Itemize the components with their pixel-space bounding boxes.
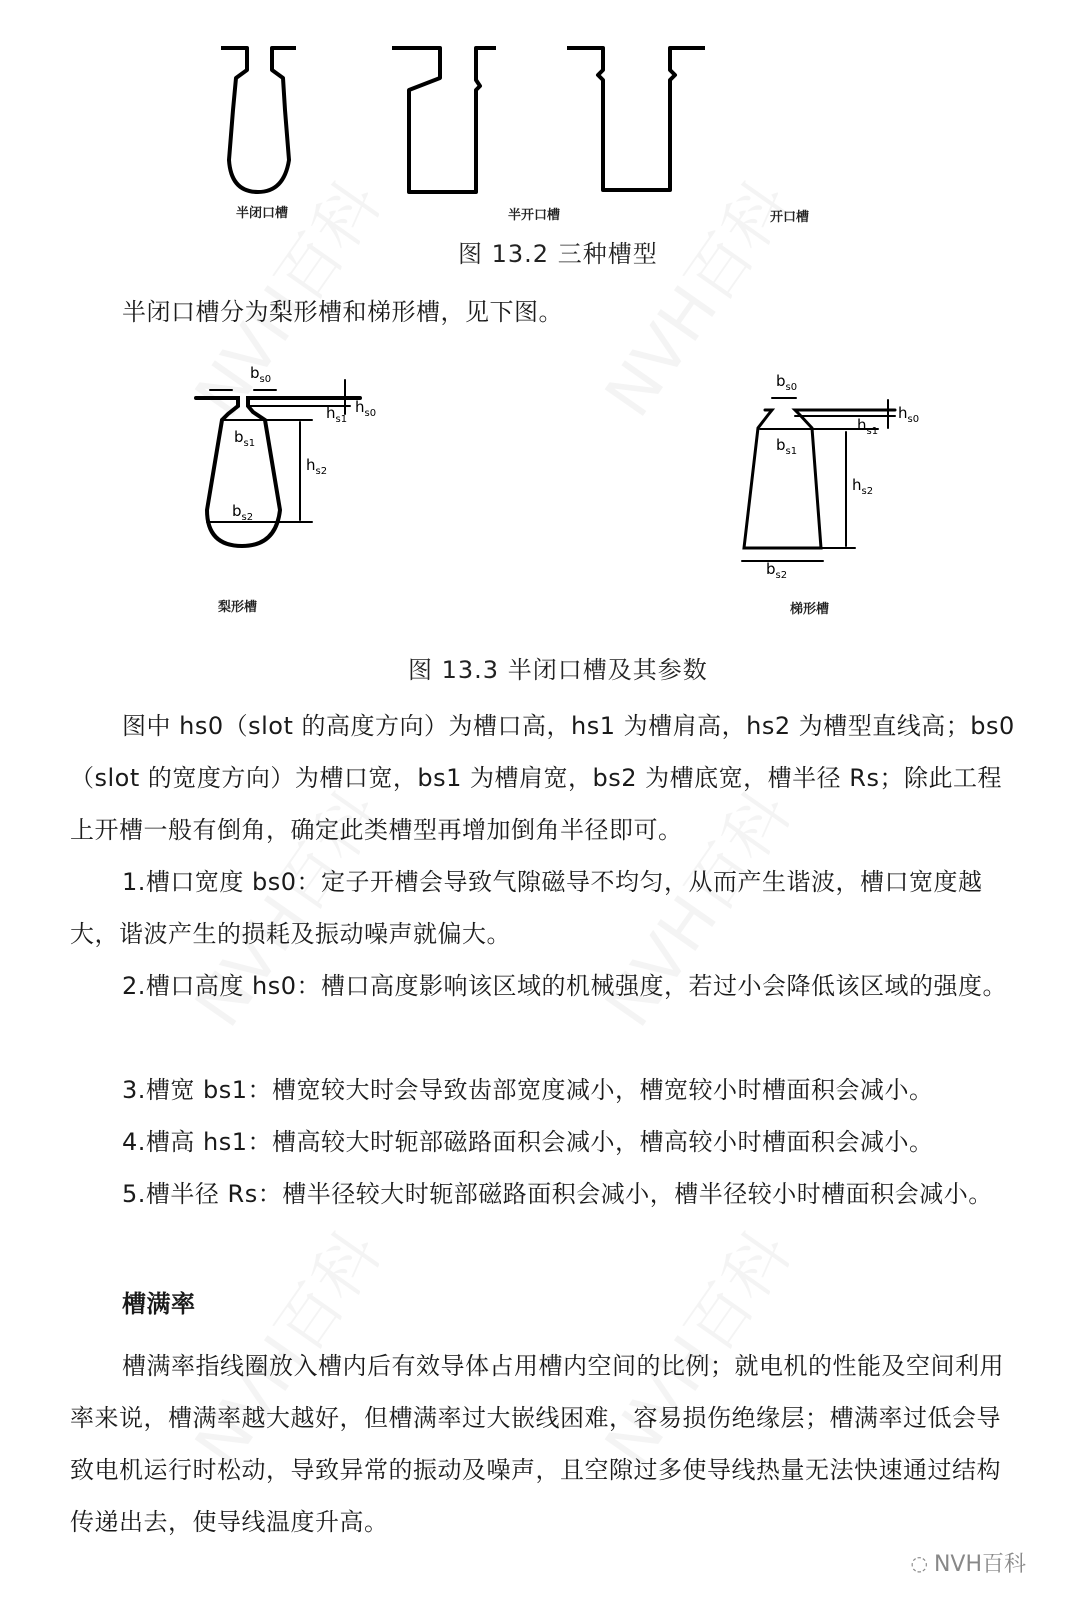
list-item-hs0: 2.槽口高度 hs0：槽口高度影响该区域的机械强度，若过小会降低该区域的强度。 bbox=[122, 972, 1008, 1000]
source-logo bbox=[910, 1547, 1026, 1578]
svg-text:bs2: $b_{s2}$ bbox=[232, 502, 254, 523]
pear-slot-label: 梨形槽 bbox=[218, 600, 258, 615]
figure-13-3-caption: 图 13.3 半闭口槽及其参数 bbox=[408, 656, 708, 684]
list-item-bs0: 1.槽口宽度 bs0：定子开槽会导致气隙磁导不均匀，从而产生谐波，槽口宽度越大，谐波产生的损耗及振动噪声就偏大。 bbox=[70, 868, 983, 948]
semi-closed-slot-parameters-figure bbox=[0, 350, 1080, 630]
svg-text:bs0: $b_{s0}$ bbox=[776, 372, 798, 393]
intro-paragraph: 半闭口槽分为梨形槽和梯形槽，见下图。 bbox=[122, 298, 563, 326]
open-slot-label: 开口槽 bbox=[770, 210, 810, 225]
svg-text:bs1: $b_{s1}$ bbox=[234, 428, 256, 449]
figure-13-2-caption: 图 13.2 三种槽型 bbox=[458, 240, 658, 268]
list-item-bs1: 3.槽宽 bs1：槽宽较大时会导致齿部宽度减小，槽宽较小时槽面积会减小。 bbox=[122, 1076, 934, 1104]
logo-text: NVH百科 bbox=[933, 1552, 1026, 1577]
list-item-hs1: 4.槽高 hs1：槽高较大时轭部磁路面积会减小，槽高较小时槽面积会减小。 bbox=[122, 1128, 934, 1156]
svg-text:hs0: $h_{s0}$ bbox=[355, 398, 377, 419]
svg-text:bs2: $b_{s2}$ bbox=[766, 560, 788, 581]
svg-text:bs1: $b_{s1}$ bbox=[776, 436, 798, 457]
svg-text:hs1: $h_{s1}$ bbox=[326, 404, 348, 425]
semi-open-slot-label: 半开口槽 bbox=[508, 208, 561, 223]
slot-types-figure bbox=[0, 0, 1080, 230]
semi-closed-slot-label: 半闭口槽 bbox=[236, 206, 289, 221]
svg-text:hs0: $h_{s0}$ bbox=[898, 404, 920, 425]
slot-fill-paragraph: 槽满率指线圈放入槽内后有效导体占用槽内空间的比例；就电机的性能及空间利用率来说，槽满率越大越好，但槽满率过大嵌线困难，容易损伤绝缘层；槽满率过低会导致电机运行时松动，导致异常的振动及噪声，且空隙过多使导线热量无法快速通过结构传递出去，使导线温度升高。 bbox=[70, 1352, 1004, 1536]
trapezoid-slot-label: 梯形槽 bbox=[790, 602, 830, 617]
list-item-rs: 5.槽半径 Rs：槽半径较大时轭部磁路面积会减小，槽半径较小时槽面积会减小。 bbox=[122, 1180, 993, 1208]
svg-text:bs0: $b_{s0}$ bbox=[250, 364, 272, 385]
parameter-description: 图中 hs0（slot 的高度方向）为槽口高，hs1 为槽肩高，hs2 为槽型直线高；bs0（slot 的宽度方向）为槽口宽，bs1 为槽肩宽，bs2 为槽底宽，槽半径 Rs；除此工程上开槽一般有倒角，确定此类槽型再增加倒角半径即可。 bbox=[70, 712, 1015, 844]
section-heading: 槽满率 bbox=[122, 1290, 196, 1318]
svg-text:hs1: $h_{s1}$ bbox=[857, 416, 879, 437]
svg-text:hs2: $h_{s2}$ bbox=[852, 476, 874, 497]
svg-text:hs2: $h_{s2}$ bbox=[306, 456, 328, 477]
wechat-icon: ◌ bbox=[910, 1550, 928, 1575]
